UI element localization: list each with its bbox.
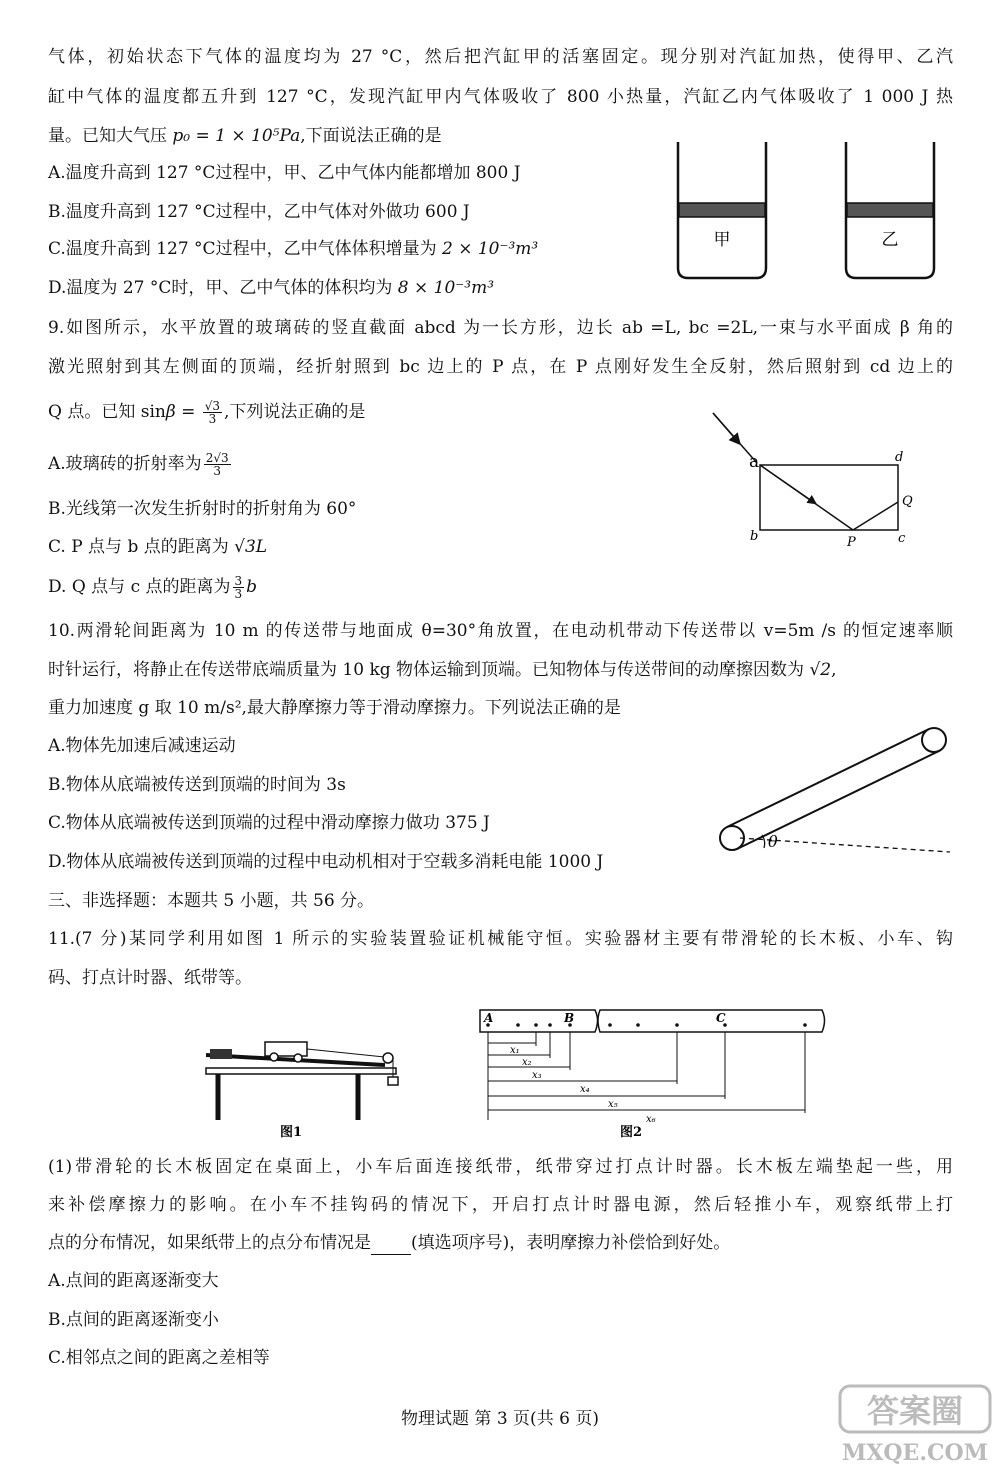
tape-segment-left <box>480 1010 598 1032</box>
figure-2-caption: 图2 <box>620 1125 643 1140</box>
cylinder-jia <box>678 142 766 278</box>
brick-rectangle <box>760 465 898 530</box>
belt-upper <box>727 729 929 827</box>
q8-option-b: B.温度升高到 127 °C过程中，乙中气体对外做功 600 J <box>48 202 470 222</box>
label-c: c <box>898 531 906 546</box>
label-x5: x₅ <box>608 1099 618 1110</box>
timer <box>210 1049 232 1059</box>
q9-stem-line-1: 9.如图所示，水平放置的玻璃砖的竖直截面 abcd 为一长方形，边长 ab =L, bc =2L,一束与水平面成 β 角的 <box>48 318 953 338</box>
answer-blank[interactable] <box>371 1238 411 1255</box>
q11-figure-2 <box>470 1008 835 1143</box>
q10-option-d: D.物体从底端被传送到顶端的过程中电动机相对于空载多消耗电能 1000 J <box>48 852 604 872</box>
q9-option-b: B.光线第一次发生折射时的折射角为 60° <box>48 499 357 519</box>
label-jia: 甲 <box>713 230 731 250</box>
q10-stem-line-3: 重力加速度 g 取 10 m/s²,最大静摩擦力等于滑动摩擦力。下列说法正确的是 <box>48 698 621 718</box>
label-b: b <box>750 529 759 544</box>
q11-figure-1 <box>180 1025 410 1140</box>
q11-part1-line-3: 点的分布情况，如果纸带上的点分布情况是 (填选项序号)，表明摩擦力补偿恰到好处。 <box>48 1233 731 1253</box>
q10-stem-line-1: 10.两滑轮间距离为 10 m 的传送带与地面成 θ=30°角放置，在电动机带动下传送带以 v=5m /s 的恒定速率顺 <box>48 621 953 641</box>
hook-weight <box>388 1077 398 1085</box>
label-a: a <box>749 452 760 472</box>
reflected-ray <box>853 502 898 530</box>
q8-option-d: D.温度为 27 °C时，甲、乙中气体的体积均为 8 × 10⁻³m³ <box>48 278 495 298</box>
q10-option-c: C.物体从底端被传送到顶端的过程中滑动摩擦力做功 375 J <box>48 813 490 833</box>
tape-label-b: B <box>564 1011 575 1025</box>
piston-yi <box>847 203 933 217</box>
q11-stem-line-1: 11.(7 分)某同学利用如图 1 所示的实验装置验证机械能守恒。实验器材主要有带滑轮的长木板、小车、钩 <box>48 929 953 949</box>
label-yi: 乙 <box>881 230 899 250</box>
section-3-heading: 三、非选择题：本题共 5 小题，共 56 分。 <box>48 891 375 911</box>
q8-option-c: C.温度升高到 127 °C过程中，乙中气体体积增量为 2 × 10⁻³m³ <box>48 239 539 259</box>
q11-part1-line-2: 来补偿摩擦力的影响。在小车不挂钩码的情况下，开启打点计时器电源，然后轻推小车，观察纸带上打 <box>48 1195 953 1215</box>
q10-option-a: A.物体先加速后减速运动 <box>48 736 236 756</box>
tape-segment-right <box>598 1010 825 1032</box>
q10-conveyor-figure <box>710 720 955 865</box>
q8-cylinders-figure <box>668 140 958 285</box>
label-x4: x₄ <box>580 1084 590 1095</box>
q9-glass-brick-figure <box>705 405 935 550</box>
q11-option-a: A.点间的距离逐渐变大 <box>48 1271 219 1291</box>
q8-stem-line-1: 气体，初始状态下气体的温度均为 27 °C，然后把汽缸甲的活塞固定。现分别对汽缸加热，使得甲、乙汽 <box>48 47 953 67</box>
q9-option-a: A.玻璃砖的折射率为 $\frac{2√3}{3}$ <box>48 451 229 478</box>
pulley <box>383 1053 393 1063</box>
label-x1: x₁ <box>510 1045 520 1056</box>
label-d: d <box>895 450 904 465</box>
label-theta: θ <box>768 832 778 851</box>
label-p: P <box>847 535 856 550</box>
watermark-site: MXQE.COM <box>841 1440 989 1466</box>
table-top <box>206 1068 396 1074</box>
figure-1-caption: 图1 <box>280 1125 303 1140</box>
label-x6: x₆ <box>646 1114 656 1125</box>
sin-beta-fraction: $\frac{√3}{3}$ <box>204 399 221 426</box>
label-q: Q <box>902 494 913 509</box>
q8-stem-line-3: 量。已知大气压 p₀ = 1 × 10⁵Pa,下面说法正确的是 <box>48 126 442 146</box>
q9-stem-line-3: Q 点。已知 sinβ = $\frac{√3}{3}$ ,下列说法正确的是 <box>48 399 366 426</box>
watermark-logo <box>820 1380 1000 1470</box>
q11-stem-line-2: 码、打点计时器、纸带等。 <box>48 968 252 988</box>
q11-part1-line-1: (1)带滑轮的长木板固定在桌面上，小车后面连接纸带，纸带穿过打点计时器。长木板左端垫起一些，用 <box>48 1157 953 1177</box>
q8-option-a: A.温度升高到 127 °C过程中，甲、乙中气体内能都增加 800 J <box>48 163 521 183</box>
cylinder-yi <box>846 142 934 278</box>
watermark-text: 答案圈 <box>866 1392 964 1430</box>
label-x2: x₂ <box>522 1057 532 1068</box>
label-x3: x₃ <box>532 1070 542 1081</box>
q10-option-b: B.物体从底端被传送到顶端的时间为 3s <box>48 775 346 795</box>
refractive-index-fraction: $\frac{2√3}{3}$ <box>205 451 229 478</box>
q10-stem-line-2: 时针运行，将静止在传送带底端质量为 10 kg 物体运输到顶端。已知物体与传送带间的动摩擦因数为 √2, <box>48 660 837 680</box>
string <box>307 1049 385 1057</box>
tape-label-c: C <box>716 1011 726 1025</box>
q9-option-d: D. Q 点与 c 点的距离为 $\frac{3}{3}$ b <box>48 574 258 601</box>
page-footer: 物理试题 第 3 页(共 6 页) <box>401 1409 599 1429</box>
q9-option-c: C. P 点与 b 点的距离为 √3L <box>48 537 268 557</box>
q8-stem-line-2: 缸中气体的温度都五升到 127 °C，发现汽缸甲内气体吸收了 800 小热量，汽缸乙内气体吸收了 1 000 J 热 <box>48 87 953 107</box>
pressure-formula: p₀ = 1 × 10⁵Pa <box>172 126 301 146</box>
q11-option-c: C.相邻点之间的距离之差相等 <box>48 1348 270 1368</box>
piston-jia <box>679 203 765 217</box>
q11-option-b: B.点间的距离逐渐变小 <box>48 1310 219 1330</box>
tape-label-a: A <box>484 1011 494 1025</box>
q9-stem-line-2: 激光照射到其左侧面的顶端，经折射照到 bc 边上的 P 点，在 P 点刚好发生全反射，然后照射到 cd 边上的 <box>48 357 953 377</box>
